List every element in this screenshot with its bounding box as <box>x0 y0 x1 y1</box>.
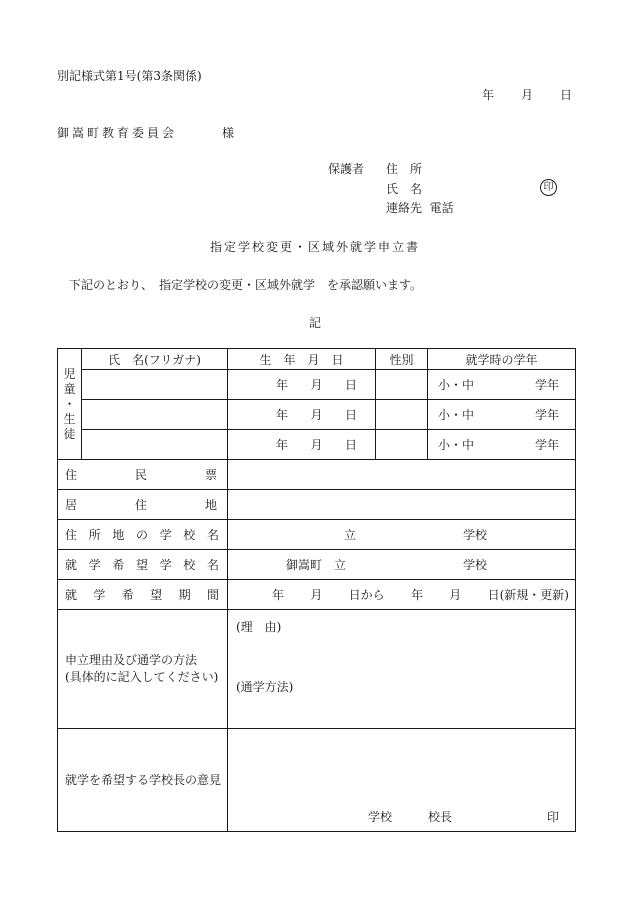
birth-date-field[interactable]: 年 月 日 <box>228 430 376 460</box>
name-label: 氏 名 <box>386 181 423 196</box>
addressee: 御嵩町教育委員会 <box>57 126 178 140</box>
desired-school-label: 就 学 希 望 学 校 名 <box>58 550 228 580</box>
principal-title: 校長 <box>428 810 453 824</box>
student-name-field[interactable] <box>82 430 228 460</box>
student-group-label: 児 童 ・ 生 徒 <box>58 349 82 460</box>
gender-field[interactable] <box>376 430 428 460</box>
dwelling-field[interactable] <box>228 490 576 520</box>
principal-label: 就学を希望する学校長の意見 <box>58 729 228 832</box>
document-title: 指定学校変更・区域外就学申立書 <box>209 240 420 254</box>
student-name-field[interactable] <box>82 370 228 400</box>
guardian-label: 保護者 <box>328 162 365 176</box>
grade-field[interactable]: 小・中 学年 <box>428 400 576 430</box>
date-month: 月 <box>520 88 533 102</box>
address-label: 住 所 <box>386 162 423 176</box>
ki-marker: 記 <box>308 316 321 330</box>
table-row <box>58 370 576 400</box>
intro-text: 下記のとおり、 指定学校の変更・区域外就学 を承認願います。 <box>69 278 423 292</box>
col-grade-header: 就学時の学年 <box>428 349 576 370</box>
form-number: 別記様式第1号(第3条関係) <box>57 69 202 83</box>
date-year: 年 <box>482 88 495 102</box>
residence-field[interactable] <box>228 460 576 490</box>
grade-field[interactable]: 小・中 学年 <box>428 370 576 400</box>
current-school-field[interactable]: 立 学校 <box>228 520 576 550</box>
current-school-label: 住 所 地 の 学 校 名 <box>58 520 228 550</box>
col-birth-header: 生 年 月 日 <box>228 349 376 370</box>
seal-icon: 印 <box>540 179 557 196</box>
table-row <box>58 400 576 430</box>
guardian-block <box>328 160 454 219</box>
period-label: 就 学 希 望 期 間 <box>58 580 228 610</box>
phone-label: 電話 <box>429 201 454 215</box>
reason-field[interactable] <box>228 610 576 729</box>
table-row <box>58 430 576 460</box>
period-field[interactable]: 年 月 日から 年 月 日(新規・更新) <box>228 580 576 610</box>
col-gender-header: 性別 <box>376 349 428 370</box>
birth-date-field[interactable]: 年 月 日 <box>228 370 376 400</box>
student-name-field[interactable] <box>82 400 228 430</box>
application-table <box>57 348 576 832</box>
desired-school-field[interactable]: 御嵩町 立 学校 <box>228 550 576 580</box>
reason-label: 申立理由及び通学の方法 (具体的に記入してください) <box>58 610 228 729</box>
date-line <box>482 86 572 103</box>
contact-label: 連絡先 <box>386 201 423 215</box>
commute-sublabel: (通学方法) <box>236 680 294 694</box>
dwelling-label: 居 住 地 <box>58 490 228 520</box>
date-day: 日 <box>559 88 572 102</box>
grade-field[interactable]: 小・中 学年 <box>428 430 576 460</box>
residence-label: 住 民 票 <box>58 460 228 490</box>
honorific: 様 <box>222 126 235 140</box>
gender-field[interactable] <box>376 370 428 400</box>
principal-opinion-field[interactable] <box>228 729 576 832</box>
reason-sublabel: (理 由) <box>236 620 282 634</box>
gender-field[interactable] <box>376 400 428 430</box>
birth-date-field[interactable]: 年 月 日 <box>228 400 376 430</box>
principal-seal: 印 <box>546 810 559 824</box>
col-name-header: 氏 名(フリガナ) <box>82 349 228 370</box>
principal-school: 学校 <box>368 810 393 824</box>
